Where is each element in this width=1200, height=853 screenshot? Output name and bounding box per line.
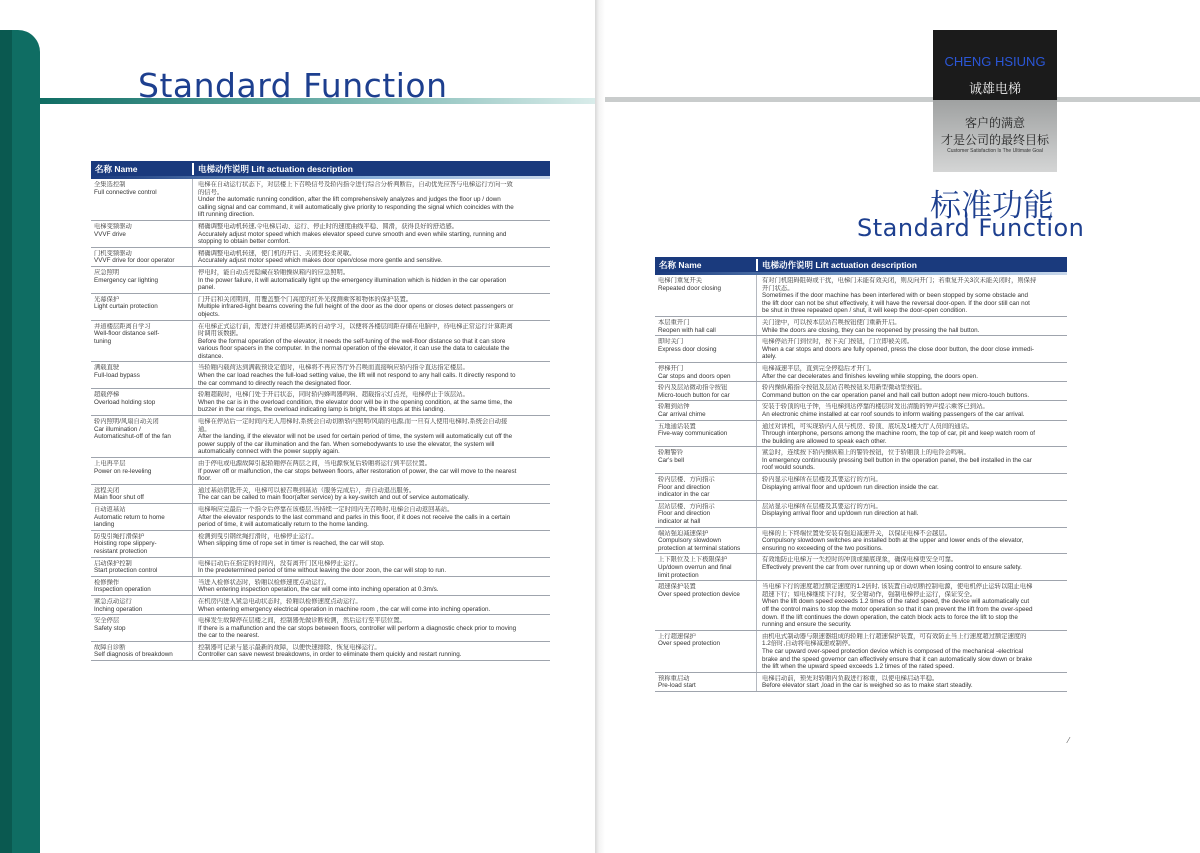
function-description-cell bbox=[756, 474, 1067, 500]
function-description-cell bbox=[756, 528, 1067, 554]
function-description-line: the lift when the upward speed exceeds 1.2 times of the rated speed. bbox=[762, 663, 955, 671]
function-description-line: stopping to obtain better comfort. bbox=[198, 238, 291, 246]
function-name-line: Start protection control bbox=[94, 567, 158, 575]
function-description-cell bbox=[192, 416, 550, 457]
table-row bbox=[655, 421, 1067, 448]
function-name-line: protection at terminal stations bbox=[658, 544, 741, 552]
brand-name-cn: 诚雄电梯 bbox=[968, 82, 1021, 97]
function-description-line: 门开启和关闭期间，用覆盖整个门高度的红外光探测乘客和物体的保护装置。 bbox=[198, 295, 413, 303]
function-description-line: various floor spacers in the computer. In the normal operation of the elevator, it can use the data to calculate the bbox=[198, 345, 510, 353]
function-name-line: Up/down overrun and final bbox=[658, 564, 732, 571]
function-description-line: An electronic chime installed at car roof sounds to inform waiting passengers of the car arrival. bbox=[762, 410, 1025, 418]
function-description-line: 停电时，能自动点亮隐藏在轿厢操纵箱内的应急照明。 bbox=[198, 268, 350, 276]
function-name-line: 本层重开门 bbox=[658, 318, 690, 326]
function-name-line: VVVF drive bbox=[94, 230, 126, 238]
function-name-line: 应急照明 bbox=[94, 268, 120, 276]
function-name-cell bbox=[655, 317, 756, 335]
header-description: 电梯动作说明 Lift actuation description bbox=[756, 259, 1067, 271]
function-description-line: The car upward over-speed protection device which is composed of the mechanical -electrical bbox=[762, 647, 1024, 655]
function-name-line: 轿厢警铃 bbox=[658, 449, 684, 457]
function-description-line: Compulsory slowdown switches are installed both at the upper and lower ends of the elevator, bbox=[762, 537, 1024, 545]
function-name-line: 预称重启动 bbox=[658, 674, 690, 682]
function-description-line: 电梯启动后在指定的时间内，没有离开门区电梯停止运行。 bbox=[198, 559, 362, 567]
function-name-line: Over speed protection device bbox=[658, 590, 740, 598]
teal-edge-band bbox=[0, 30, 40, 853]
function-name-line: 启动保护控制 bbox=[94, 559, 132, 567]
function-description-line: After the car decelerates and finishes leveling while stopping, the doors open. bbox=[762, 372, 978, 380]
function-description-line: objects. bbox=[198, 310, 220, 318]
function-name-cell bbox=[91, 221, 192, 247]
function-description-line: 电梯在自动运行状态下，对层楼上下召唤信号及轿内指令进行综合分析判断后，自动优先应答与电梯运行方向一致 bbox=[198, 181, 513, 188]
table-row bbox=[91, 248, 550, 267]
function-description-cell bbox=[756, 673, 1067, 691]
function-description-cell bbox=[756, 447, 1067, 473]
function-name-cell bbox=[91, 596, 192, 614]
function-description-line: Multiple infrared-light beams covering the full height of the door as the door opens or closes detect passengers or bbox=[198, 303, 514, 311]
function-name-line: 上电再平层 bbox=[94, 460, 126, 467]
function-description-line: 精确调整电动机转速，使门机的开启、关闭更轻柔灵敏。 bbox=[198, 249, 356, 257]
function-name-line: 故障自诊断 bbox=[94, 643, 126, 651]
function-name-cell bbox=[91, 179, 192, 220]
function-description-line: 通过基站钥匙开关，电梯可以被召唤到基站（服务完成后），并自动退出服务。 bbox=[198, 486, 416, 494]
function-description-line: Effectively prevent the car from over running up or down when losing control to ensure safety. bbox=[762, 564, 1022, 571]
function-name-cell bbox=[655, 554, 756, 580]
table-row bbox=[655, 275, 1067, 317]
function-name-cell bbox=[655, 401, 756, 419]
function-name-line: Floor and direction bbox=[658, 483, 711, 491]
function-name-line: Overload holding stop bbox=[94, 398, 156, 406]
function-name-cell bbox=[655, 336, 756, 362]
table-row bbox=[91, 558, 550, 577]
function-description-line: If power off or malfunction, the car stops between floors, after restoration of power, the car will move to the nearest bbox=[198, 467, 517, 475]
function-name-line: 即时关门 bbox=[658, 338, 684, 346]
page-mark: ⁄ bbox=[1068, 736, 1070, 745]
function-description-line: Accurately adjust motor speed which makes door open/close more gentle and sensitive. bbox=[198, 257, 443, 265]
table-row bbox=[655, 581, 1067, 631]
function-name-line: Automatic return to home bbox=[94, 513, 165, 521]
table-row bbox=[655, 336, 1067, 363]
function-name-line: 井道楼层距离自学习 bbox=[94, 322, 151, 330]
function-description-cell bbox=[756, 317, 1067, 335]
brand-name-en: CHENG HSIUNG bbox=[944, 54, 1046, 69]
function-description-cell bbox=[192, 596, 550, 614]
page-gutter bbox=[595, 0, 605, 853]
function-description-cell bbox=[756, 401, 1067, 419]
function-description-cell bbox=[756, 382, 1067, 400]
function-description-cell bbox=[192, 294, 550, 320]
function-description-line: floor. bbox=[198, 475, 212, 483]
function-description-line: brake and the speed governor can effectively ensure that it can automatically slow down or brake bbox=[762, 655, 1033, 663]
function-description-line: down. If the lift continues the down operation, the catch block acts to force the lift to stop the bbox=[762, 613, 1018, 621]
function-description-line: 电梯响应完最后一个指令后停靠在该楼层,当持续一定时间内无召唤时,电梯会自动返回基站。 bbox=[198, 505, 454, 513]
function-name-line: Floor and direction bbox=[658, 510, 711, 518]
table-row bbox=[655, 673, 1067, 692]
function-name-line: 光幕保护 bbox=[94, 295, 120, 303]
slogan-en: Customer Satisfaction Is The Ultimate Goal bbox=[947, 148, 1043, 154]
function-description-line: 通。 bbox=[198, 425, 211, 433]
function-description-line: the car command to directly reach the designated floor. bbox=[198, 379, 352, 387]
table-row bbox=[655, 631, 1067, 673]
function-name-line: 轿厢到站钟 bbox=[658, 403, 690, 411]
function-description-line: 的信号。 bbox=[198, 188, 224, 196]
table-header bbox=[655, 257, 1067, 272]
function-name-line: 停梯开门 bbox=[658, 364, 684, 372]
function-description-line: 电梯停站开门到位时，按下关门按钮，门立即被关闭。 bbox=[762, 338, 914, 346]
table-row bbox=[655, 554, 1067, 581]
table-row bbox=[655, 401, 1067, 420]
function-description-line: When the car is in the overload condition, the elevator door will be in the opening condition, at the same time, the bbox=[198, 398, 513, 406]
function-name-line: Inching operation bbox=[94, 605, 143, 613]
function-description-cell bbox=[756, 363, 1067, 381]
function-name-cell bbox=[91, 321, 192, 362]
function-description-line: roof would sounds. bbox=[762, 464, 815, 472]
slogan-box bbox=[933, 100, 1057, 172]
function-name-line: Emergency car lighting bbox=[94, 276, 159, 284]
function-name-line: limit protection bbox=[658, 571, 699, 579]
function-description-cell bbox=[192, 615, 550, 641]
function-name-line: Repeated door closing bbox=[658, 284, 722, 292]
function-description-line: 层站显示电梯所在层楼及其要运行的方向。 bbox=[762, 502, 882, 510]
function-description-line: off the control mains to stop the motor operation so that it can prevent the lift from the over-speed bbox=[762, 605, 1033, 613]
function-description-line: be shut in three repeated open / shut, it will keep the door-open condition. bbox=[762, 307, 968, 315]
function-description-cell bbox=[192, 362, 550, 388]
function-name-line: 上行超速保护 bbox=[658, 632, 696, 640]
table-row bbox=[655, 447, 1067, 474]
function-name-cell bbox=[91, 531, 192, 557]
function-description-cell bbox=[192, 558, 550, 576]
function-description-cell bbox=[756, 275, 1067, 316]
slogan-cn-line2: 才是公司的最终目标 bbox=[940, 133, 1049, 147]
table-row bbox=[91, 577, 550, 596]
function-name-cell bbox=[91, 416, 192, 457]
function-name-line: Reopen with hall call bbox=[658, 326, 716, 334]
function-name-cell bbox=[91, 485, 192, 503]
function-name-line: VVVF drive for door operator bbox=[94, 257, 175, 265]
table-row bbox=[91, 416, 550, 458]
function-name-cell bbox=[655, 673, 756, 691]
function-description-line: If there is a malfunction and the car stops between floors, controller will perform a diagnostic check prior to moving bbox=[198, 624, 517, 632]
function-name-line: 超速保护装置 bbox=[658, 583, 696, 591]
function-name-line: 紧急点动运行 bbox=[94, 597, 132, 605]
function-name-cell bbox=[91, 248, 192, 266]
function-description-line: 由于停电或电源故障引起轿厢停在两层之间，当电源恢复后轿厢将运行到平层位置。 bbox=[198, 460, 431, 467]
function-name-line: 全集选控制 bbox=[94, 181, 126, 188]
function-description-line: 控制器可记录与显示最新的故障，以便快速排除、恢复电梯运行。 bbox=[198, 643, 381, 651]
table-header bbox=[91, 161, 550, 176]
function-description-line: 在电梯正式运行前，需进行井道楼层距离的自动学习，以便将各楼层间距存储在电脑中，待电梯正常运行计算距离 bbox=[198, 322, 513, 330]
function-description-line: the car to the nearest. bbox=[198, 632, 260, 640]
function-name-line: Hoisting rope slippery- bbox=[94, 540, 157, 548]
function-name-line: 防曳引绳打滑保护 bbox=[94, 532, 145, 540]
function-name-line: 检修操作 bbox=[94, 578, 120, 586]
table-row bbox=[91, 179, 550, 221]
function-description-line: the building are allowed to speak each other. bbox=[762, 437, 887, 445]
function-description-line: 轿内显示电梯所在层楼及其要运行的方向。 bbox=[762, 476, 882, 484]
function-description-line: power supply of the car illumination and the fan. When somebodywants to use the elevator, the system will bbox=[198, 440, 495, 448]
function-description-line: 当电梯下行的速度超过额定速度的1.2倍时, 该装置自动切断控制电源，使电机停止运转以阻止电梯 bbox=[762, 583, 1033, 591]
right-page-title-cn: 标准功能 bbox=[930, 188, 1054, 224]
function-description-line: 当轿厢内载荷达到满载预设定值时，电梯将不再应答厅外召唤而直接响应轿内指令直达指定楼层。 bbox=[198, 364, 469, 372]
function-description-line: After the elevator responds to the last command and parks in this floor, if it does not receive the calls in a certain bbox=[198, 513, 511, 521]
function-description-line: 轿内操纵箱指令按钮及层站召唤按钮采用新型微动型按钮。 bbox=[762, 384, 926, 392]
function-name-line: Over speed protection bbox=[658, 640, 720, 648]
table-row bbox=[655, 363, 1067, 382]
function-description-line: Before elevator start ,load in the car is weighed so as to make start steadily. bbox=[762, 682, 973, 690]
function-description-line: When entering emergency electrical operation in machine room , the car will come into inching operation. bbox=[198, 605, 491, 613]
function-description-line: 1.2倍时,自动将电梯减速或制停。 bbox=[762, 640, 855, 648]
function-name-line: Micro-touch button for car bbox=[658, 391, 730, 399]
function-name-cell bbox=[91, 389, 192, 415]
function-description-line: 精确调整电动机转速,令电梯启动、运行、停止时的速度曲线平稳、圆滑，获得良好的舒适感。 bbox=[198, 222, 458, 230]
function-name-cell bbox=[655, 421, 756, 447]
function-description-line: 紧急时，连续按下轿内操纵箱上的警铃按钮，位于轿厢顶上的电铃会鸣响。 bbox=[762, 449, 970, 457]
function-name-cell bbox=[91, 267, 192, 293]
table-row bbox=[655, 501, 1067, 528]
function-name-cell bbox=[91, 577, 192, 595]
function-description-line: Command button on the car operation panel and hall call button adopt new micro-touch buttons. bbox=[762, 391, 1030, 399]
table-row bbox=[655, 382, 1067, 401]
function-name-cell bbox=[91, 504, 192, 530]
function-description-line: running and ensure the security. bbox=[762, 621, 852, 629]
function-name-cell bbox=[91, 558, 192, 576]
function-description-cell bbox=[756, 554, 1067, 580]
table-row bbox=[91, 485, 550, 504]
function-name-line: 端站强迫减速保护 bbox=[658, 529, 709, 537]
function-description-line: 电梯发生故障停在层楼之间，控制器先做诊断检测，然后运行至平层位置。 bbox=[198, 617, 406, 625]
function-name-line: Compulsory slowdown bbox=[658, 537, 721, 545]
function-name-line: landing bbox=[94, 521, 115, 529]
function-description-line: Accurately adjust motor speed which makes elevator speed curve smooth and even while starting, running and bbox=[198, 230, 507, 238]
function-name-cell bbox=[91, 294, 192, 320]
header-description: 电梯动作说明 Lift actuation description bbox=[192, 163, 550, 175]
function-description-cell bbox=[192, 248, 550, 266]
table-row bbox=[655, 474, 1067, 501]
table-row bbox=[91, 221, 550, 248]
function-description-line: 安装于轿顶的电子钟，当电梯到达停靠的楼层时发出清脆的钟声提示乘客已到站。 bbox=[762, 403, 989, 411]
function-description-line: Displaying arrival floor and up/down run direction at hall. bbox=[762, 510, 919, 518]
function-description-cell bbox=[756, 581, 1067, 630]
table-row bbox=[91, 615, 550, 642]
function-description-line: automatically connect with the power supply again. bbox=[198, 448, 340, 456]
function-name-line: Automaticshut-off of the fan bbox=[94, 433, 171, 441]
function-name-cell bbox=[655, 275, 756, 316]
function-name-line: Power on re-leveling bbox=[94, 467, 152, 475]
function-description-cell bbox=[192, 504, 550, 530]
table-row bbox=[91, 504, 550, 531]
function-name-line: Full-load bypass bbox=[94, 372, 140, 380]
table-row bbox=[91, 389, 550, 416]
function-description-line: 当进入检修状态时，轿厢以检修速度点动运行。 bbox=[198, 578, 331, 586]
table-row bbox=[91, 294, 550, 321]
table-row bbox=[91, 642, 550, 661]
function-name-cell bbox=[655, 363, 756, 381]
function-description-cell bbox=[756, 631, 1067, 672]
table-row bbox=[91, 531, 550, 558]
function-description-cell bbox=[192, 221, 550, 247]
function-name-cell bbox=[91, 362, 192, 388]
function-description-line: Controller can save newest breakdowns, in order to eliminate them quickly and restart running. bbox=[198, 651, 462, 659]
function-description-line: 电梯减速平层，直到完全停稳后才开门。 bbox=[762, 364, 876, 372]
table-body bbox=[655, 275, 1067, 692]
function-description-line: After the landing, if the elevator will not be used for certain period of time, the system will automatically cut off the bbox=[198, 433, 513, 441]
function-name-line: 层站层楼、方向指示 bbox=[658, 502, 715, 510]
function-name-line: indicator in the car bbox=[658, 491, 710, 499]
function-name-line: 轿内照明/风扇自动关闭 bbox=[94, 418, 159, 426]
function-description-line: calling signal and car command, it will automatically give priority to responding the signal which coincides with the bbox=[198, 203, 514, 211]
function-name-line: Full connective control bbox=[94, 188, 157, 196]
function-name-line: tuning bbox=[94, 337, 112, 345]
function-name-line: 轿内及层站微动指令按钮 bbox=[658, 384, 728, 392]
function-description-line: Sometimes if the door machine has been interfered with or been stopped by some obstacle and bbox=[762, 292, 1029, 300]
function-description-cell bbox=[192, 642, 550, 660]
function-description-cell bbox=[192, 389, 550, 415]
table-row bbox=[655, 528, 1067, 555]
function-description-line: 有效地防止电梯万一失控时的冲顶或撞底现象，确保电梯更安全可靠。 bbox=[762, 556, 958, 564]
function-name-line: 电梯门重复开关 bbox=[658, 277, 703, 284]
function-name-line: Inspection operation bbox=[94, 586, 151, 594]
function-name-line: 电梯变频驱动 bbox=[94, 222, 132, 230]
function-description-cell bbox=[192, 267, 550, 293]
function-description-line: lift running direction. bbox=[198, 211, 255, 219]
function-name-line: Car illumination / bbox=[94, 425, 141, 433]
function-description-line: In the predetermined period of time without leaving the door zoon, the car will stop to run. bbox=[198, 567, 447, 575]
function-name-line: Express door closing bbox=[658, 345, 717, 353]
function-name-cell bbox=[655, 581, 756, 630]
function-name-line: 轿内层楼、方向指示 bbox=[658, 476, 715, 484]
function-name-cell bbox=[655, 474, 756, 500]
function-description-line: ately. bbox=[762, 353, 777, 361]
function-description-line: Through interphone, persons among the machine room, the top of car, pit and keep watch room of bbox=[762, 430, 1036, 438]
function-name-line: 自动返基站 bbox=[94, 505, 126, 513]
function-name-line: 五地通话装置 bbox=[658, 422, 696, 430]
function-description-cell bbox=[192, 485, 550, 503]
left-page bbox=[0, 0, 595, 853]
function-description-line: 开门状态。 bbox=[762, 284, 794, 292]
function-description-line: When the car load reaches the full-load setting value, the lift will not respond to any hall calls. It directly respond to bbox=[198, 372, 516, 380]
function-description-line: In the power failure, it will automatically light up the emergency illumination which is hidden in the car operation bbox=[198, 276, 507, 284]
function-description-line: buzzer in the car rings, the overload indicating lamp is bright, the lift stops at this landing. bbox=[198, 406, 446, 414]
right-page-title-en: Standard Function bbox=[857, 214, 1085, 242]
function-name-line: resistant protection bbox=[94, 547, 148, 555]
function-description-line: 检测到曳引钢丝绳打滑时，电梯停止运行。 bbox=[198, 532, 318, 540]
function-name-line: 超载停梯 bbox=[94, 391, 120, 399]
function-description-line: 时调用该数据。 bbox=[198, 330, 243, 338]
function-name-line: Safety stop bbox=[94, 624, 126, 632]
function-description-line: 通过对讲机，可实现轿内人员与机房、轿顶、底坑及1楼大厅人员间的通话。 bbox=[762, 422, 974, 430]
function-description-line: In emergency continuously pressing bell button in the operation panel, the bell installed in the car bbox=[762, 456, 1032, 464]
function-name-cell bbox=[91, 615, 192, 641]
right-header-strip bbox=[1057, 0, 1200, 100]
function-name-cell bbox=[91, 458, 192, 484]
left-page-title: Standard Function bbox=[138, 66, 448, 105]
brand-logo-box bbox=[933, 30, 1057, 100]
right-page bbox=[605, 0, 1200, 853]
function-description-cell bbox=[192, 458, 550, 484]
header-name: 名称 Name bbox=[659, 259, 702, 270]
function-description-line: When the lift down speed exceeds 1.2 times of the rated speed, the device will automatically cut bbox=[762, 598, 1030, 606]
function-description-line: When entering inspection operation, the car will come into inching operation at 0.3m/s. bbox=[198, 586, 439, 594]
function-name-line: Car arrival chime bbox=[658, 410, 706, 418]
function-name-line: Car stops and doors open bbox=[658, 372, 731, 380]
function-name-line: Car's bell bbox=[658, 456, 685, 464]
function-description-line: 轿厢超载时，电梯门处于开启状态，同时轿内蜂鸣器鸣响、超载指示灯点亮，电梯停止于该层站。 bbox=[198, 391, 469, 399]
function-description-cell bbox=[192, 179, 550, 220]
function-name-line: Self diagnosis of breakdown bbox=[94, 651, 173, 659]
function-description-line: 电梯在停站后一定时间内无人用梯时,系统会自动切断轿内照明/风扇的电源,而一旦有人使用电梯时,系统会自动接 bbox=[198, 418, 508, 426]
function-name-cell bbox=[655, 447, 756, 473]
function-description-line: 电梯启动前，预先对轿厢内负载进行称重，以使电梯启动平稳。 bbox=[762, 674, 939, 682]
function-description-cell bbox=[192, 531, 550, 557]
function-description-line: The car can be called to main floor(after service) by a key-switch and out of service automatically. bbox=[198, 494, 470, 502]
table-row bbox=[91, 362, 550, 389]
function-table-right bbox=[655, 257, 1067, 692]
function-description-line: the lift door can not be shut effectively, it will have the reversal door-open. If the door still can not bbox=[762, 299, 1030, 307]
function-name-cell bbox=[655, 528, 756, 554]
function-description-line: 关门途中，可以按本层站召唤按钮使门重新开启。 bbox=[762, 318, 901, 326]
function-name-line: 上下限位及上下极限保护 bbox=[658, 556, 728, 564]
function-name-line: Light curtain protection bbox=[94, 303, 158, 311]
function-description-line: ensuring no exceeding of the two positions. bbox=[762, 544, 883, 552]
function-description-line: 在机房内进入紧急电动状态时，轿厢以检修速度点动运行。 bbox=[198, 597, 362, 605]
function-description-line: 电梯的上下终端位置处安装有强迫减速开关，以保证电梯不会越层。 bbox=[762, 529, 951, 537]
function-description-line: Under the automatic running condition, after the lift comprehensively analyzes and judges the floor up / down bbox=[198, 196, 501, 204]
function-description-cell bbox=[192, 577, 550, 595]
function-name-line: Main floor shut off bbox=[94, 494, 144, 502]
table-body bbox=[91, 179, 550, 661]
function-name-line: 安全停层 bbox=[94, 617, 120, 625]
function-description-line: period of time, it will automatically return to the home landing. bbox=[198, 521, 369, 529]
function-description-line: Before the formal operation of the elevator, it needs the self-tuning of the well-floor distance so that it can store bbox=[198, 337, 506, 345]
header-name: 名称 Name bbox=[95, 163, 138, 174]
function-description-line: 由机电式制动器与限速器组成的轿厢上行超速保护装置，可有效防止当上行速度超过额定速度的 bbox=[762, 632, 1027, 640]
function-name-line: 门机变频驱动 bbox=[94, 249, 132, 257]
function-name-cell bbox=[655, 501, 756, 527]
table-row bbox=[91, 321, 550, 363]
table-row bbox=[91, 596, 550, 615]
function-name-cell bbox=[655, 631, 756, 672]
function-name-line: Well-floor distance self- bbox=[94, 330, 160, 338]
table-row bbox=[91, 267, 550, 294]
function-description-line: Displaying arrival floor and up/down run direction inside the car. bbox=[762, 483, 939, 491]
function-description-cell bbox=[756, 501, 1067, 527]
function-name-line: Five-way communication bbox=[658, 430, 728, 438]
table-row bbox=[91, 458, 550, 485]
function-description-line: panel. bbox=[198, 284, 216, 292]
table-row bbox=[655, 317, 1067, 336]
function-description-line: When slipping time of rope set in timer is reached, the car will stop. bbox=[198, 540, 385, 548]
function-description-line: 有对门机阻碍阻碍或干扰，电梯门未能有效关闭，则反向开门；若重复开关3次未能关闭时，则保持 bbox=[762, 277, 1037, 284]
slogan-cn-line1: 客户的满意 bbox=[964, 116, 1025, 130]
function-description-cell bbox=[192, 321, 550, 362]
function-description-line: While the doors are closing, they can be reopened by pressing the hall button. bbox=[762, 326, 980, 334]
function-name-cell bbox=[91, 642, 192, 660]
function-description-line: distance. bbox=[198, 352, 224, 360]
function-name-line: Pre-load start bbox=[658, 682, 696, 690]
function-name-line: indicator at hall bbox=[658, 518, 701, 526]
function-name-cell bbox=[655, 382, 756, 400]
function-description-line: When a car stops and doors are fully opened, press the close door button, the door close immedi- bbox=[762, 345, 1034, 353]
function-description-line: 超速下行；如电梯继续下行时，安全钳动作，强制电梯停止运行，保证安全。 bbox=[762, 590, 977, 598]
function-name-line: 满载直驶 bbox=[94, 364, 120, 372]
function-table-left bbox=[91, 161, 550, 661]
function-name-line: 远程关闭 bbox=[94, 486, 120, 494]
function-description-cell bbox=[756, 336, 1067, 362]
function-description-cell bbox=[756, 421, 1067, 447]
